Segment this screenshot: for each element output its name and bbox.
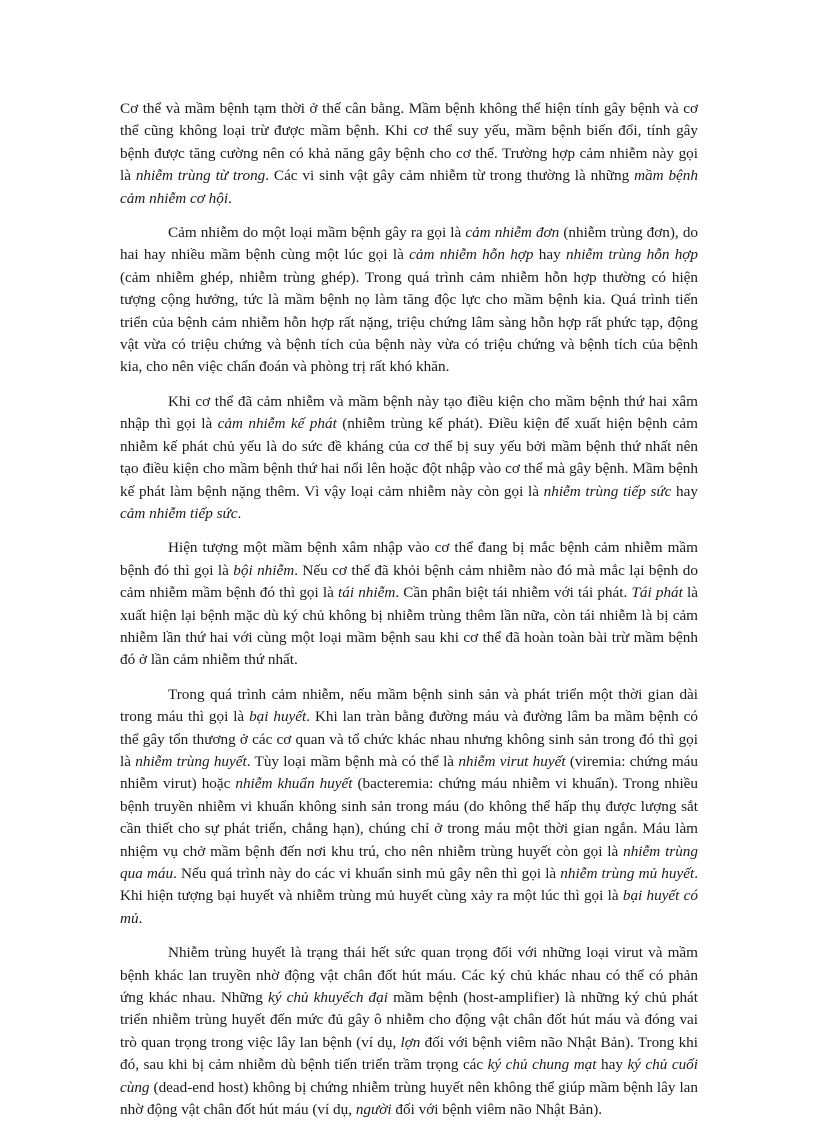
text-run: (cảm nhiễm ghép, nhiễm trùng ghép). Trong quá trình cảm nhiễm hỗn hợp thường có hiện tượng cộng hưởng, tức là mầm bệnh nọ làm tăng độc lực cho mầm bệnh kia. Quá trình tiến triển của bệnh cảm nhiễm hỗn hợp rất nặng, triệu chứng lâm sàng hỗn hợp rất phức tạp, động vật vừa có triệu chứng và bệnh tích của bệnh này vừa có triệu chứng và bệnh tích của bệnh kia, cho nên việc chẩn đoán và phòng trị rất khó khăn. (120, 268, 698, 376)
italic-term: cảm nhiễm tiếp sức (120, 504, 238, 522)
italic-term: nhiễm trùng từ trong (135, 167, 266, 185)
italic-term: bại huyết (249, 708, 307, 726)
text-run: là xuất hiện lại bệnh mặc dù ký chủ không bị nhiễm trùng thêm lần nữa, còn tái nhiễm là bị cảm nhiễm lần thứ hai với cùng một loại mầm bệnh sau khi cơ thể đã hoàn toàn bài trừ mầm bệnh đó ở lần cảm nhiễm thứ nhất. (120, 584, 698, 669)
text-run: hay (533, 246, 567, 264)
paragraph-6 (120, 942, 698, 1121)
document-page (120, 98, 698, 1133)
italic-term: bội nhiễm (233, 561, 295, 579)
text-run: Hiện tượng một mầm bệnh xâm nhập vào cơ thể đang bị mắc bệnh cảm nhiễm mầm bệnh đó thì gọi là (120, 539, 698, 579)
text-run: . Khi lan tràn bằng đường máu và đường lâm ba mầm bệnh có thể gây tổn thương ở các cơ quan và tổ chức khác nhau nhưng không sinh sản trong đó thì gọi là (120, 708, 698, 770)
italic-term: nhiễm trùng hỗn hợp (566, 246, 698, 264)
text-run: . Các vi sinh vật gây cảm nhiễm từ trong thường là những (265, 167, 635, 185)
italic-term: tái nhiễm (338, 584, 396, 602)
italic-term: ký chủ khuyếch đại (267, 989, 388, 1007)
paragraph-3 (120, 391, 698, 525)
italic-term: nhiễm khuẩn huyết (235, 775, 353, 793)
text-run: đối với bệnh viêm não Nhật Bản). (391, 1101, 603, 1119)
italic-term: mầm bệnh cảm nhiễm cơ hội (120, 167, 698, 207)
italic-term: ký chủ cuối cùng (120, 1056, 699, 1096)
text-run: (viremia: chứng máu nhiễm virut) hoặc (120, 752, 698, 793)
italic-term: ký chủ chung mạt (487, 1056, 597, 1074)
text-run: Khi cơ thể đã cảm nhiễm và mầm bệnh này tạo điều kiện cho mầm bệnh thứ hai xâm nhập thì gọi là (120, 392, 698, 433)
text-run: . Nếu cơ thể đã khỏi bệnh cảm nhiễm nào đó mà mắc lại bệnh do cảm nhiễm mầm bệnh đó thì gọi là (120, 561, 698, 602)
paragraph-5 (120, 684, 698, 930)
italic-term: nhiễm virut huyết (458, 752, 566, 770)
text-run: Cảm nhiễm do một loại mầm bệnh gây ra gọi là (168, 224, 466, 242)
italic-term: cảm nhiễm hỗn hợp (409, 246, 534, 264)
text-run: . Khi hiện tượng bại huyết và nhiễm trùng mủ huyết cùng xảy ra một lúc thì gọi là (120, 865, 698, 905)
text-run: (nhiễm trùng đơn), do hai hay nhiều mầm bệnh cùng một lúc gọi là (120, 224, 699, 264)
italic-term: nhiễm trùng huyết (135, 752, 247, 770)
text-run: . (237, 504, 242, 522)
italic-term: lợn (400, 1033, 421, 1051)
text-run: hay (596, 1056, 628, 1074)
text-run: . (228, 189, 232, 207)
paragraph-4 (120, 537, 698, 671)
italic-term: bại huyết có mủ (120, 887, 698, 927)
text-run: . Cần phân biệt tái nhiễm với tái phát. (395, 584, 632, 602)
text-run: (bacteremia: chứng máu nhiễm vi khuẩn). Trong nhiều bệnh truyền nhiễm vi khuẩn không sinh sản trong máu (do không thể hấp thụ được lượng sắt cần thiết cho sự phát triển, chẳng hạn), chúng chỉ ở trong máu một thời gian ngắn. Máu làm nhiệm vụ chở mầm bệnh đến nơi khu trú, cho nên nhiễm trùng huyết còn gọi là (120, 775, 698, 860)
italic-term: nhiễm trùng qua máu (120, 842, 698, 882)
text-run: hay (671, 482, 698, 500)
text-run: Trong quá trình cảm nhiễm, nếu mầm bệnh sinh sản và phát triển một thời gian dài trong máu thì gọi là (120, 685, 698, 726)
paragraph-2 (120, 222, 698, 379)
text-run: Nhiễm trùng huyết là trạng thái hết sức quan trọng đối với những loại virut và mầm bệnh khác lan truyền nhờ động vật chân đốt hút máu. Các ký chủ khác nhau có thể có phản ứng khác nhau. Những (120, 944, 698, 1007)
text-run: . Nếu quá trình này do các vi khuẩn sinh mủ gây nên thì gọi là (173, 865, 561, 882)
text-run: (dead-end host) không bị chứng nhiễm trùng huyết nên không thể giúp mầm bệnh lây lan nhờ động vật chân đốt hút máu (ví dụ, (120, 1078, 698, 1119)
text-run: . (138, 909, 143, 927)
italic-term: cảm nhiễm đơn (465, 224, 560, 242)
text-run: Cơ thể và mầm bệnh tạm thời ở thế cân bằng. Mầm bệnh không thể hiện tính gây bệnh và cơ thể cũng không loại trừ được mầm bệnh. Khi cơ thể suy yếu, mầm bệnh biến đổi, tính gây bệnh được tăng cường nên có khả năng gây bệnh cho cơ thể. Trường hợp cảm nhiễm này gọi là (120, 100, 698, 185)
italic-term: người (355, 1101, 392, 1119)
text-run: (nhiễm trùng kế phát). Điều kiện để xuất hiện bệnh cảm nhiễm kế phát chủ yếu là do sức đề kháng của cơ thể bị suy yếu bởi mầm bệnh thứ nhất nên tạo điều kiện cho mầm bệnh thứ hai nổi lên hoặc đột nhập vào cơ thể mà gây bệnh. Mầm bệnh kế phát làm bệnh nặng thêm. Vì vậy loại cảm nhiễm này còn gọi là (120, 415, 698, 500)
text-run: . Tùy loại mầm bệnh mà có thể là (246, 752, 459, 770)
text-run: mầm bệnh (host-amplifier) là những ký chủ phát triển nhiễm trùng huyết đến mức đủ gây ô nhiễm cho động vật chân đốt hút máu và đóng vai trò quan trọng trong việc lây lan bệnh (ví dụ, (120, 989, 699, 1051)
italic-term: cảm nhiễm kế phát (217, 415, 337, 433)
text-run: đối với bệnh viêm não Nhật Bản). Trong khi đó, sau khi bị cảm nhiễm dù bệnh tiến triển trầm trọng các (120, 1033, 698, 1074)
paragraph-1 (120, 98, 698, 210)
italic-term: nhiễm trùng tiếp sức (543, 482, 672, 500)
italic-term: Tái phát (631, 584, 683, 602)
italic-term: nhiễm trùng mủ huyết (560, 865, 695, 882)
